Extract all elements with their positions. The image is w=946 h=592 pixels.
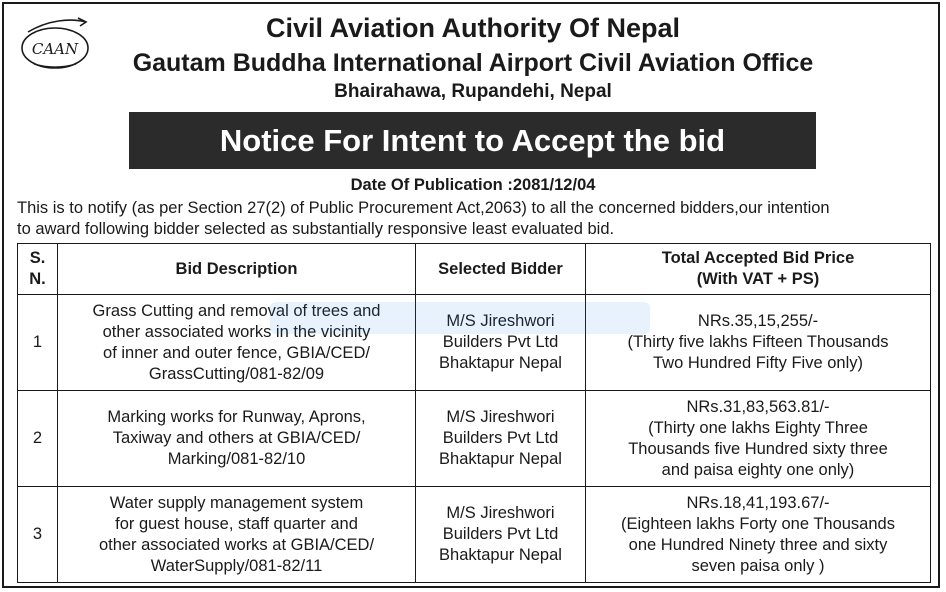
bid-table (17, 243, 931, 583)
bidder-line: Bhaktapur Nepal (439, 354, 562, 372)
cell-bidder (416, 391, 586, 487)
intro-paragraph (17, 198, 937, 240)
cell-sn: 1 (18, 295, 58, 391)
header-sn-line: S. (29, 249, 46, 267)
price-line: NRs.35,15,255/- (697, 312, 819, 330)
desc-line: for guest house, staff quarter and (115, 514, 358, 533)
office-location: Bhairahawa, Rupandehi, Nepal (334, 81, 612, 102)
cell-price (586, 391, 931, 487)
desc-line: of inner and outer fence, GBIA/CED/ (103, 343, 370, 362)
desc-line: other associated works in the vicinity (102, 322, 371, 341)
office-name: Gautam Buddha International Airport Civil Aviation Office (132, 49, 814, 77)
desc-line: Grass Cutting and removal of trees and (92, 301, 381, 320)
notice-title: Notice For Intent to Accept the bid (219, 122, 726, 158)
bidder-line: Bhaktapur Nepal (439, 450, 562, 468)
price-line: NRs.31,83,563.81/- (686, 397, 830, 416)
cell-description (58, 295, 416, 391)
bidder-line: Builders Pvt Ltd (442, 525, 559, 543)
intro-line: This is to notify (as per Section 27(2) of Public Procurement Act,2063) to all the concerned bidders,our intention (17, 199, 830, 217)
cell-sn: 2 (18, 391, 58, 487)
desc-line: GrassCutting/081-82/09 (148, 364, 325, 383)
bidder-line: Builders Pvt Ltd (442, 333, 559, 351)
price-line: (Eighteen lakhs Forty one Thousands (621, 514, 895, 533)
table-row (18, 391, 931, 487)
header-price-line: Total Accepted Bid Price (661, 249, 855, 267)
table-row (18, 487, 931, 583)
intro-line: to award following bidder selected as substantially responsive least evaluated bid. (17, 220, 615, 238)
cell-bidder (416, 295, 586, 391)
cell-sn: 3 (18, 487, 58, 583)
price-line: Thousands five Hundred sixty three (628, 439, 888, 458)
table-header-row (18, 244, 931, 295)
header-description: Bid Description (58, 244, 416, 295)
desc-line: WaterSupply/081-82/11 (150, 556, 323, 575)
header-bidder: Selected Bidder (416, 244, 586, 295)
desc-line: Water supply management system (109, 493, 364, 512)
cell-price (586, 295, 931, 391)
desc-line: other associated works at GBIA/CED/ (98, 535, 375, 554)
price-line: (Thirty one lakhs Eighty Three (648, 418, 868, 437)
header-sn-line: N. (29, 270, 46, 288)
header-price-line: (With VAT + PS) (696, 270, 820, 288)
desc-line: Marking/081-82/10 (167, 450, 306, 468)
bidder-line: Builders Pvt Ltd (442, 429, 559, 447)
header-sn (18, 244, 58, 295)
price-line: NRs.18,41,193.67/- (686, 493, 830, 512)
bidder-line: M/S Jireshwori (446, 504, 555, 522)
desc-line: Taxiway and others at GBIA/CED/ (112, 429, 361, 447)
cell-bidder (416, 487, 586, 583)
price-line: (Thirty five lakhs Fifteen Thousands (627, 333, 889, 351)
bidder-line: M/S Jireshwori (446, 408, 555, 426)
table-row (18, 295, 931, 391)
price-line: and paisa eighty one only) (661, 460, 855, 479)
bidder-line: Bhaktapur Nepal (439, 546, 562, 564)
desc-line: Marking works for Runway, Aprons, (107, 408, 366, 426)
publication-date: Date Of Publication :2081/12/04 (350, 176, 596, 194)
price-line: one Hundred Ninety three and sixty (628, 535, 888, 554)
header-price (586, 244, 931, 295)
price-line: Two Hundred Fifty Five only) (653, 354, 863, 372)
caan-logo-text: CAAN (31, 40, 79, 58)
cell-price (586, 487, 931, 583)
bidder-line: M/S Jireshwori (446, 312, 555, 330)
price-line: seven paisa only ) (691, 556, 825, 575)
cell-description (58, 487, 416, 583)
cell-description (58, 391, 416, 487)
org-name: Civil Aviation Authority Of Nepal (265, 13, 681, 43)
notice-title-banner (129, 112, 816, 169)
